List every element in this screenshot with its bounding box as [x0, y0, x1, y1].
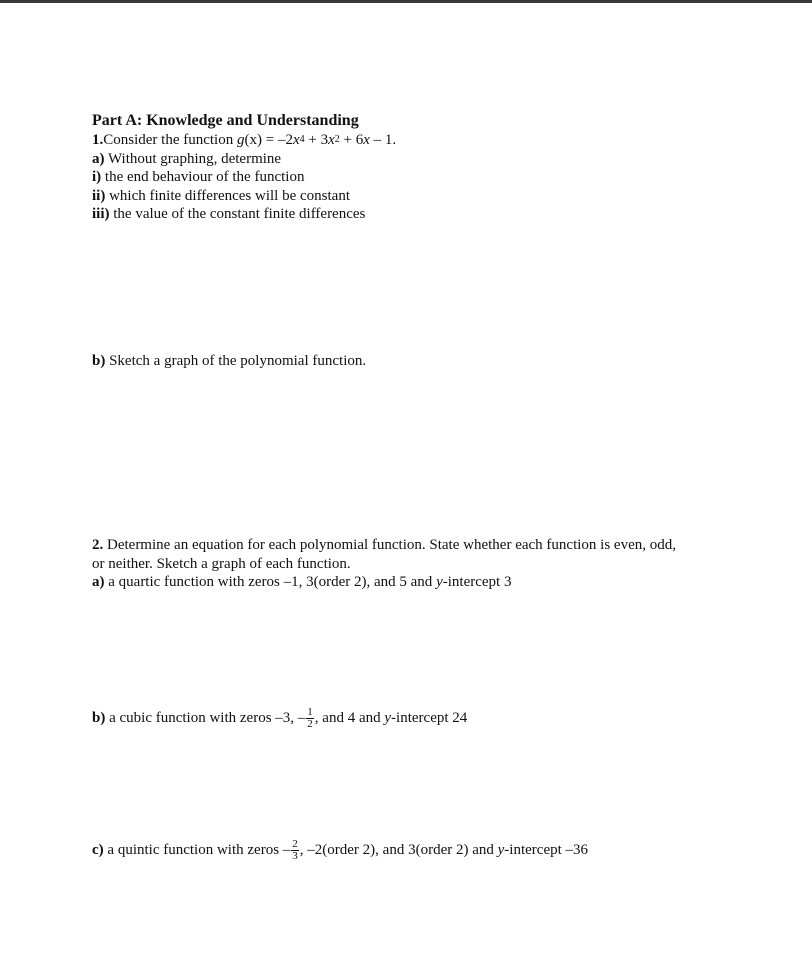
fraction-numerator: 1	[307, 706, 313, 719]
q2b-end: -intercept 24	[391, 710, 468, 726]
q2b-text: a cubic function with zeros –3, –	[105, 710, 306, 726]
q2b-y: y	[384, 710, 392, 726]
var-x-1: x	[292, 132, 300, 148]
top-border	[0, 0, 812, 3]
function-arg: (x)	[244, 132, 262, 148]
q2-stem-line2: or neither. Sketch a graph of each function.	[92, 556, 351, 572]
q2-number: 2.	[92, 537, 104, 553]
q1a-i-text: the end behaviour of the function	[101, 169, 305, 185]
q1a	[92, 150, 281, 168]
q2a-text: a quartic function with zeros –1, 3(order 2), and 5 and	[104, 574, 437, 590]
exponent-2: 2	[334, 134, 340, 145]
q1a-text: Without graphing, determine	[104, 151, 282, 167]
q1a-iii-text: the value of the constant finite differences	[109, 206, 366, 222]
q1-stem-text: Consider the function	[103, 132, 237, 148]
q1a-i	[92, 168, 304, 186]
q2a-end: -intercept 3	[442, 574, 512, 590]
q2b	[92, 704, 467, 732]
q1a-ii	[92, 187, 350, 205]
q2-stem-text-1: Determine an equation for each polynomial function. State whether each function is even, odd,	[103, 537, 676, 553]
function-name: g	[236, 132, 245, 148]
eq-part-2: + 3	[304, 132, 329, 148]
var-x-3: x	[363, 132, 370, 148]
q1-stem	[92, 131, 396, 149]
q2a	[92, 573, 511, 591]
part-heading: Part A: Knowledge and Understanding	[92, 112, 359, 129]
q2c	[92, 836, 588, 864]
q1-number: 1.	[92, 132, 104, 148]
q1a-iii-label: iii)	[92, 206, 110, 222]
q2c-y: y	[497, 842, 505, 858]
q1a-iii	[92, 205, 365, 223]
fraction-numerator: 2	[292, 838, 298, 851]
eq-part-3: + 6	[339, 132, 364, 148]
q2a-label: a)	[92, 574, 105, 590]
q1a-ii-text: which finite differences will be constant	[105, 188, 350, 204]
fraction-one-half	[306, 707, 314, 730]
q2b-mid: , and 4 and	[314, 710, 385, 726]
eq-part-1: = –2	[261, 132, 293, 148]
q1a-ii-label: ii)	[92, 188, 106, 204]
eq-end: – 1.	[369, 132, 397, 148]
fraction-denominator: 3	[292, 850, 298, 863]
q2c-text: a quintic function with zeros –	[103, 842, 291, 858]
q2b-label: b)	[92, 710, 106, 726]
q1a-i-label: i)	[92, 169, 102, 185]
q1b-text: Sketch a graph of the polynomial function.	[105, 353, 367, 369]
fraction-two-thirds	[291, 839, 299, 862]
exponent-4: 4	[299, 134, 305, 145]
q1a-label: a)	[92, 151, 105, 167]
var-x-2: x	[328, 132, 335, 148]
q2c-end: -intercept –36	[504, 842, 589, 858]
q2c-mid: , –2(order 2), and 3(order 2) and	[299, 842, 498, 858]
fraction-denominator: 2	[307, 718, 313, 731]
q2c-label: c)	[92, 842, 104, 858]
q1b-label: b)	[92, 353, 106, 369]
q2a-y: y	[436, 574, 443, 590]
q1b	[92, 352, 366, 370]
q2-stem-line1	[92, 536, 676, 554]
